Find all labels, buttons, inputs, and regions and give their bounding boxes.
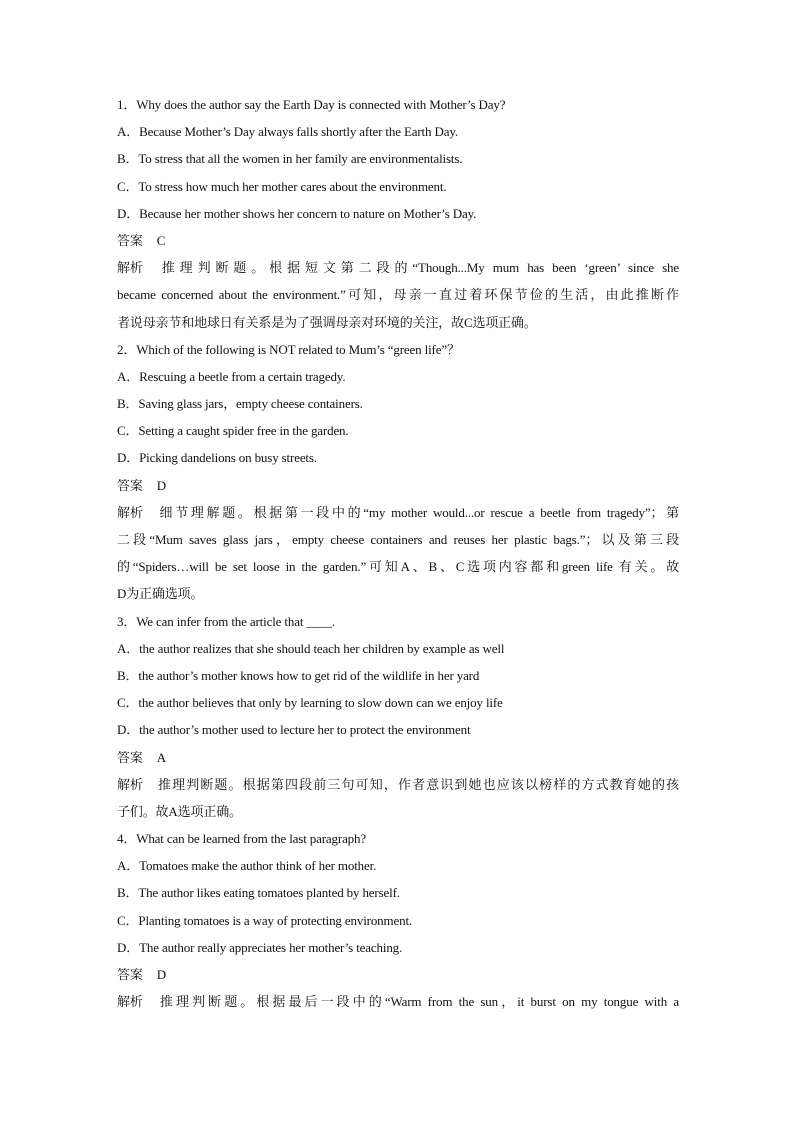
question-3 bbox=[117, 608, 679, 826]
analysis-line: 者说母亲节和地球日有关系是为了强调母亲对环境的关注，故C选项正确。 bbox=[117, 314, 537, 330]
answer-label: 答案 bbox=[117, 477, 143, 493]
analysis-line: 的“Spiders…will be set loose in the garden.”可知A、B、C选项内容都和green life 有关。故 bbox=[117, 559, 679, 575]
option-a: A．the author realizes that she should teach her children by example as well bbox=[117, 640, 505, 656]
question-stem: 1．Why does the author say the Earth Day is connected with Mother’s Day? bbox=[117, 97, 506, 112]
option-a: A．Rescuing a beetle from a certain tragedy. bbox=[117, 368, 346, 384]
analysis-line: 二段“Mum saves glass jars，empty cheese containers and reuses her plastic bags.”；以及第三段 bbox=[117, 532, 679, 547]
option-b: B．The author likes eating tomatoes planted by herself. bbox=[117, 885, 400, 901]
analysis-line bbox=[117, 499, 679, 526]
option-c: C．Setting a caught spider free in the garden. bbox=[117, 423, 349, 439]
analysis-line: became concerned about the environment.”可知，母亲一直过着环保节俭的生活，由此推断作 bbox=[117, 287, 679, 303]
analysis-text: 细节理解题。根据第一段中的“my mother would...or rescue a beetle from tragedy”；第 bbox=[156, 504, 679, 520]
question-1 bbox=[117, 91, 679, 336]
answer-line bbox=[117, 744, 679, 771]
question-stem: 4．What can be learned from the last paragraph? bbox=[117, 831, 367, 847]
question-stem: 3．We can infer from the article that ____. bbox=[117, 613, 335, 629]
analysis-label: 解析 bbox=[117, 504, 143, 520]
option-c: C．Planting tomatoes is a way of protecting environment. bbox=[117, 912, 413, 928]
question-stem: 2．Which of the following is NOT related to Mum’s “green life”？ bbox=[117, 341, 460, 357]
answer-label: 答案 bbox=[117, 967, 143, 982]
option-a: A．Because Mother’s Day always falls shortly after the Earth Day. bbox=[117, 124, 458, 140]
option-c: C．the author believes that only by learning to slow down can we enjoy life bbox=[117, 695, 503, 711]
option-a: A．Tomatoes make the author think of her mother. bbox=[117, 858, 377, 874]
analysis-label: 解析 bbox=[117, 260, 143, 276]
option-d: D．Picking dandelions on busy streets. bbox=[117, 450, 317, 466]
option-b: B．To stress that all the women in her family are environmentalists. bbox=[117, 151, 463, 167]
analysis-line: D为正确选项。 bbox=[117, 586, 204, 602]
analysis-text: 推理判断题。根据第四段前三句可知，作者意识到她也应该以榜样的方式教育她的孩 bbox=[156, 776, 679, 792]
analysis-text: 推理判断题。根据短文第二段的“Though...My mum has been ‘green’ since she bbox=[156, 260, 679, 276]
answer-value: D bbox=[156, 967, 166, 982]
answer-line bbox=[117, 472, 679, 499]
option-d: D．The author really appreciates her mother’s teaching. bbox=[117, 939, 403, 955]
analysis-label: 解析 bbox=[117, 994, 143, 1010]
answer-line bbox=[117, 961, 679, 988]
answer-value: D bbox=[156, 477, 166, 493]
analysis-label: 解析 bbox=[117, 776, 143, 792]
analysis-line bbox=[117, 988, 679, 1015]
answer-value: A bbox=[156, 749, 166, 765]
answer-line bbox=[117, 227, 679, 254]
analysis-line bbox=[117, 771, 679, 798]
analysis-line bbox=[117, 254, 679, 281]
answer-label: 答案 bbox=[117, 749, 143, 765]
option-b: B．Saving glass jars，empty cheese containers. bbox=[117, 396, 363, 412]
question-4 bbox=[117, 825, 679, 1015]
option-d: D．the author’s mother used to lecture her to protect the environment bbox=[117, 722, 471, 738]
analysis-line: 子们。故A选项正确。 bbox=[117, 803, 242, 819]
option-d: D．Because her mother shows her concern to nature on Mother’s Day. bbox=[117, 205, 477, 221]
answer-label: 答案 bbox=[117, 232, 143, 248]
analysis-text: 推理判断题。根据最后一段中的“Warm from the sun，it burst on my tongue with a bbox=[156, 994, 679, 1010]
option-b: B．the author’s mother knows how to get rid of the wildlife in her yard bbox=[117, 667, 480, 683]
option-c: C．To stress how much her mother cares about the environment. bbox=[117, 178, 447, 194]
question-2 bbox=[117, 336, 679, 608]
document-page bbox=[117, 91, 679, 1015]
answer-value: C bbox=[156, 232, 166, 248]
